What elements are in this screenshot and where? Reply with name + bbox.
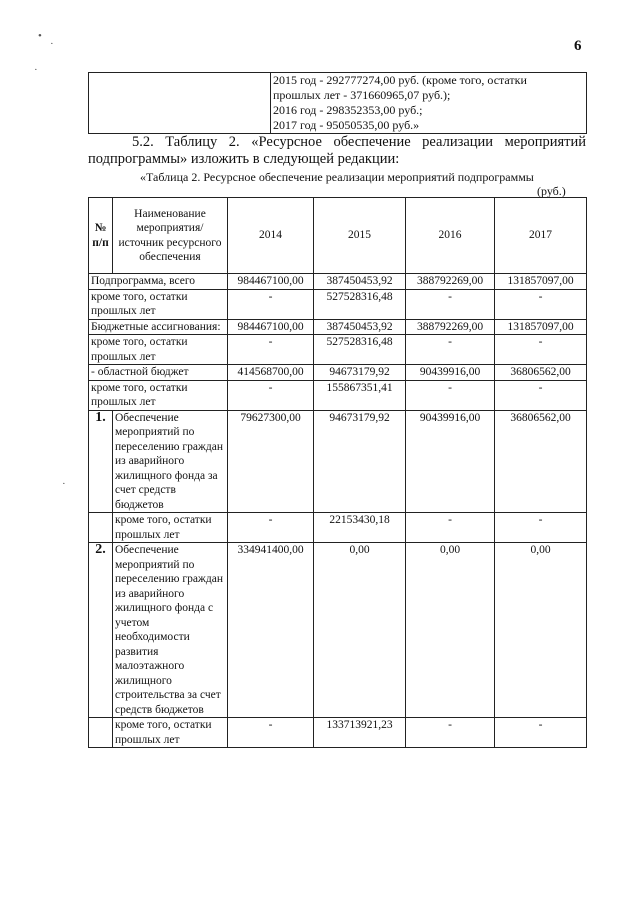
value-2014: 984467100,00 bbox=[228, 319, 314, 335]
row-label: Обеспечение мероприятий по переселению граждан из аварийного жилищного фонда за счет средств бюджетов bbox=[113, 410, 228, 513]
value-2017: - bbox=[495, 289, 587, 319]
table-row bbox=[89, 274, 587, 290]
value-2016: 90439916,00 bbox=[406, 410, 495, 513]
table-row bbox=[89, 410, 587, 513]
row-label: кроме того, остатки прошлых лет bbox=[113, 513, 228, 543]
resource-table bbox=[88, 197, 587, 748]
header-2014: 2014 bbox=[228, 198, 314, 274]
value-2017: 131857097,00 bbox=[495, 319, 587, 335]
row-label: кроме того, остатки прошлых лет bbox=[89, 335, 228, 365]
value-2015: 387450453,92 bbox=[314, 274, 406, 290]
funding-text bbox=[271, 73, 587, 134]
value-2014: - bbox=[228, 289, 314, 319]
table-row bbox=[89, 319, 587, 335]
scan-mark: · bbox=[50, 38, 54, 50]
funding-line: прошлых лет - 371660965,07 руб.); bbox=[273, 88, 451, 102]
row-label: Подпрограмма, всего bbox=[89, 274, 228, 290]
amendment-paragraph: 5.2. Таблицу 2. «Ресурсное обеспечение реализации мероприятий подпрограммы» изложить в следующей редакции: bbox=[88, 134, 586, 167]
unit-label: (руб.) bbox=[537, 184, 566, 198]
value-2016: 0,00 bbox=[406, 543, 495, 718]
scan-mark: · bbox=[62, 478, 66, 490]
header-2015: 2015 bbox=[314, 198, 406, 274]
row-label: кроме того, остатки прошлых лет bbox=[113, 718, 228, 748]
value-2017: 36806562,00 bbox=[495, 410, 587, 513]
value-2017: - bbox=[495, 335, 587, 365]
funding-line: 2015 год - 292777274,00 руб. (кроме того, остатки bbox=[273, 73, 527, 87]
table-row bbox=[89, 513, 587, 543]
header-row bbox=[89, 198, 587, 274]
row-label: кроме того, остатки прошлых лет bbox=[89, 289, 228, 319]
value-2016: 388792269,00 bbox=[406, 319, 495, 335]
value-2014: - bbox=[228, 513, 314, 543]
value-2016: 388792269,00 bbox=[406, 274, 495, 290]
value-2015: 527528316,48 bbox=[314, 289, 406, 319]
value-2017: 36806562,00 bbox=[495, 365, 587, 381]
table-caption: «Таблица 2. Ресурсное обеспечение реализации мероприятий подпрограммы bbox=[140, 170, 534, 184]
scan-mark: • bbox=[38, 30, 42, 42]
value-2015: 527528316,48 bbox=[314, 335, 406, 365]
value-2014: 334941400,00 bbox=[228, 543, 314, 718]
continued-table bbox=[88, 72, 587, 134]
value-2014: 79627300,00 bbox=[228, 410, 314, 513]
value-2016: - bbox=[406, 289, 495, 319]
value-2014: 984467100,00 bbox=[228, 274, 314, 290]
empty-cell bbox=[89, 73, 271, 134]
value-2014: 414568700,00 bbox=[228, 365, 314, 381]
row-number: 1. bbox=[89, 410, 113, 513]
value-2017: - bbox=[495, 718, 587, 748]
page-number: 6 bbox=[574, 38, 582, 54]
value-2015: 133713921,23 bbox=[314, 718, 406, 748]
row-label: кроме того, остатки прошлых лет bbox=[89, 380, 228, 410]
value-2014: - bbox=[228, 380, 314, 410]
value-2015: 22153430,18 bbox=[314, 513, 406, 543]
value-2017: 0,00 bbox=[495, 543, 587, 718]
value-2016: - bbox=[406, 718, 495, 748]
value-2014: - bbox=[228, 335, 314, 365]
value-2017: - bbox=[495, 380, 587, 410]
table-row bbox=[89, 365, 587, 381]
row-number bbox=[89, 513, 113, 543]
table-row bbox=[89, 543, 587, 718]
value-2015: 94673179,92 bbox=[314, 410, 406, 513]
value-2015: 94673179,92 bbox=[314, 365, 406, 381]
header-2017: 2017 bbox=[495, 198, 587, 274]
row-number: 2. bbox=[89, 543, 113, 718]
header-name: Наименование мероприятия/ источник ресурсного обеспечения bbox=[113, 198, 228, 274]
value-2015: 387450453,92 bbox=[314, 319, 406, 335]
funding-line: 2016 год - 298352353,00 руб.; bbox=[273, 103, 423, 117]
table-row bbox=[89, 718, 587, 748]
value-2014: - bbox=[228, 718, 314, 748]
row-label: - областной бюджет bbox=[89, 365, 228, 381]
value-2017: - bbox=[495, 513, 587, 543]
table-row bbox=[89, 335, 587, 365]
header-2016: 2016 bbox=[406, 198, 495, 274]
row-label: Бюджетные ассигнования: bbox=[89, 319, 228, 335]
value-2015: 0,00 bbox=[314, 543, 406, 718]
funding-line: 2017 год - 95050535,00 руб.» bbox=[273, 118, 420, 132]
value-2016: 90439916,00 bbox=[406, 365, 495, 381]
scan-mark: · bbox=[34, 64, 38, 76]
value-2016: - bbox=[406, 513, 495, 543]
table-row bbox=[89, 380, 587, 410]
row-number bbox=[89, 718, 113, 748]
header-num: № п/п bbox=[89, 198, 113, 274]
value-2015: 155867351,41 bbox=[314, 380, 406, 410]
row-label: Обеспечение мероприятий по переселению граждан из аварийного жилищного фонда с учетом необходимости развития малоэтажного жилищного строительства за счет средств бюджетов bbox=[113, 543, 228, 718]
value-2016: - bbox=[406, 335, 495, 365]
value-2016: - bbox=[406, 380, 495, 410]
value-2017: 131857097,00 bbox=[495, 274, 587, 290]
table-row bbox=[89, 289, 587, 319]
